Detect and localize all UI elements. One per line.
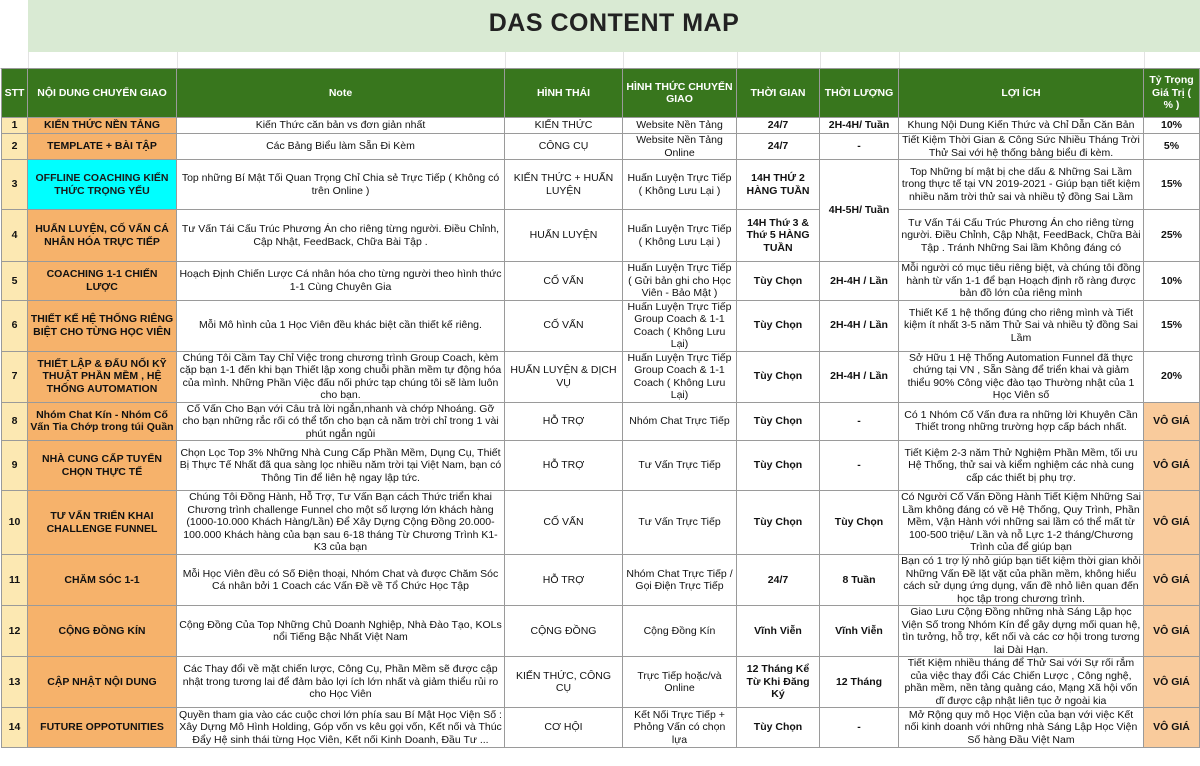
cell-content[interactable]: THIẾT LẬP & ĐẤU NỐI KỸ THUẬT PHẦN MỀM , HỆ THỐNG AUTOMATION [28, 351, 177, 402]
cell-benefit[interactable]: Có Người Cố Vấn Đồng Hành Tiết Kiệm Những Sai Lầm không đáng có về Hệ Thống, Quy Trình, Phần Mềm, Vận Hành với những sai lầm có thể mất từ 100-500 triệu/ Lần và nỗ Lực 1-2 tháng/Chương Trình của để giúp bạn [899, 491, 1144, 555]
cell-stt[interactable]: 14 [2, 708, 28, 748]
header-duration[interactable]: THỜI LƯỢNG [820, 69, 899, 118]
cell-time[interactable]: 24/7 [737, 118, 820, 134]
cell-method[interactable]: Nhóm Chat Trực Tiếp / Gọi Điện Trực Tiếp [623, 555, 737, 606]
cell-duration[interactable]: - [820, 708, 899, 748]
cell-content[interactable]: NHÀ CUNG CẤP TUYỂN CHỌN THỰC TẾ [28, 441, 177, 491]
cell-duration[interactable]: - [820, 402, 899, 441]
table-row [2, 300, 1200, 351]
cell-stt[interactable]: 12 [2, 606, 28, 657]
cell-time[interactable]: Vĩnh Viễn [737, 606, 820, 657]
cell-weight[interactable]: 10% [1144, 118, 1200, 134]
cell-weight[interactable]: 15% [1144, 160, 1200, 210]
table-row [2, 160, 1200, 210]
cell-benefit[interactable]: Thiết Kế 1 hệ thống đúng cho riêng mình và Tiết kiệm ít nhất 3-5 năm Thử Sai và nhiều tỷ đồng Sai Lầm [899, 300, 1144, 351]
cell-time[interactable]: Tùy Chọn [737, 708, 820, 748]
cell-content[interactable]: HUẤN LUYỆN, CỐ VẤN CÁ NHÂN HÓA TRỰC TIẾP [28, 210, 177, 262]
cell-form[interactable]: HỖ TRỢ [505, 555, 623, 606]
cell-method[interactable]: Huấn Luyện Trực Tiếp ( Gửi bản ghi cho Học Viên - Bảo Mật ) [623, 262, 737, 301]
cell-note[interactable]: Chúng Tôi Cầm Tay Chỉ Việc trong chương trình Group Coach, kèm cặp bạn 1-1 đến khi bạn Thiết lập xong chuỗi phần mềm tự động hóa của mình. Những Phần Việc đấu nối phức tạp chúng tôi sẽ làm luôn cho bạn. [177, 351, 505, 402]
cell-note[interactable]: Quyền tham gia vào các cuộc chơi lớn phía sau Bí Mật Học Viện Số : Xây Dựng Mô Hình Holding, Góp vốn vs kêu gọi vốn, Kết nối và Thúc Đẩy Hệ sinh thái từng Học Viên, Kết nối Kinh Doanh, Đầu Tư ... [177, 708, 505, 748]
cell-method[interactable]: Trực Tiếp hoặc/và Online [623, 657, 737, 708]
cell-note[interactable]: Chúng Tôi Đồng Hành, Hỗ Trợ, Tư Vấn Bạn cách Thức triển khai Chương trình challenge Funnel cho một số lượng lớn khách hàng (1000-10.000 Khách Hàng/Lần) Để Xây Dựng Cộng Đồng 20.000-100.000 Khách hàng của bạn sau 6-18 tháng Từ Chương Trình K1-K3 của bạn [177, 491, 505, 555]
cell-method[interactable]: Huấn Luyện Trực Tiếp Group Coach & 1-1 Coach ( Không Lưu Lại) [623, 351, 737, 402]
cell-method[interactable]: Huấn Luyện Trực Tiếp Group Coach & 1-1 Coach ( Không Lưu Lại) [623, 300, 737, 351]
header-content[interactable]: NỘI DUNG CHUYỂN GIAO [28, 69, 177, 118]
cell-benefit[interactable]: Khung Nội Dung Kiến Thức và Chỉ Dẫn Căn Bản [899, 118, 1144, 134]
cell-content[interactable]: CỘNG ĐỒNG KÍN [28, 606, 177, 657]
cell-form[interactable]: CƠ HỘI [505, 708, 623, 748]
cell-stt[interactable]: 4 [2, 210, 28, 262]
cell-duration[interactable]: 12 Tháng [820, 657, 899, 708]
cell-benefit[interactable]: Mở Rộng quy mô Học Viện của bạn với việc Kết nối kinh doanh với những nhà Sáng Lập Học Viện Số hàng Đầu Việt Nam [899, 708, 1144, 748]
cell-duration[interactable]: 2H-4H / Lần [820, 300, 899, 351]
cell-form[interactable]: HỖ TRỢ [505, 441, 623, 491]
header-time[interactable]: THỜI GIAN [737, 69, 820, 118]
title-row [0, 0, 1200, 52]
cell-note[interactable]: Chọn Lọc Top 3% Những Nhà Cung Cấp Phần Mềm, Dụng Cụ, Thiết Bị Thực Tế Nhất đã qua sàng lọc nhiều năm trời tại Việt Nam, bạn có Thông Tin để liên hệ ngay lập tức. [177, 441, 505, 491]
cell-form[interactable]: HỖ TRỢ [505, 402, 623, 441]
table-row [2, 351, 1200, 402]
cell-weight[interactable]: VÔ GIÁ [1144, 657, 1200, 708]
cell-duration[interactable]: - [820, 441, 899, 491]
cell-form[interactable]: KIẾN THỨC + HUẤN LUYỆN [505, 160, 623, 210]
cell-stt[interactable]: 10 [2, 491, 28, 555]
cell-benefit[interactable]: Bạn có 1 trợ lý nhỏ giúp bạn tiết kiệm thời gian khỏi Những Vấn Đề lặt vặt của phần mềm, không hiểu cách sử dụng ứng dụng, vấn đề nhỏ liên quan đến học tập trong chương trình. [899, 555, 1144, 606]
cell-time[interactable]: Tùy Chọn [737, 300, 820, 351]
cell-duration[interactable]: Tùy Chọn [820, 491, 899, 555]
cell-time[interactable]: Tùy Chọn [737, 441, 820, 491]
cell-weight[interactable]: 15% [1144, 300, 1200, 351]
cell-form[interactable]: HUẤN LUYỆN [505, 210, 623, 262]
cell-note[interactable]: Top những Bí Mật Tối Quan Trọng Chỉ Chia sẻ Trực Tiếp ( Không có trên Online ) [177, 160, 505, 210]
cell-note[interactable]: Các Bảng Biểu làm Sẵn Đi Kèm [177, 134, 505, 160]
cell-content[interactable]: Nhóm Chat Kín - Nhóm Cố Vấn Tia Chớp trong túi Quần [28, 402, 177, 441]
header-weight[interactable]: Tỷ Trọng Giá Trị ( % ) [1144, 69, 1200, 118]
cell-note[interactable]: Cố Vấn Cho Bạn với Câu trả lời ngắn,nhanh và chớp Nhoáng. Gỡ cho bạn những rắc rối có thể tốn cho bạn cả năm trời chỉ trong 1 vài phút ngắn ngủi [177, 402, 505, 441]
cell-duration[interactable]: - [820, 134, 899, 160]
cell-method[interactable]: Nhóm Chat Trực Tiếp [623, 402, 737, 441]
cell-method[interactable]: Website Nền Tảng [623, 118, 737, 134]
cell-content[interactable]: FUTURE OPPOTUNITIES [28, 708, 177, 748]
cell-time[interactable]: Tùy Chọn [737, 491, 820, 555]
cell-content[interactable]: CẬP NHẬT NỘI DUNG [28, 657, 177, 708]
cell-benefit[interactable]: Giao Lưu Cộng Đồng những nhà Sáng Lập học Viện Số trong Nhóm Kín để gây dựng mối quan hệ, tìn tưởng, hỗ trợ, kết nối và các cơ hội trong tương lai Dài Hạn. [899, 606, 1144, 657]
cell-time[interactable]: 14H THỨ 2 HÀNG TUẦN [737, 160, 820, 210]
cell-note[interactable]: Hoạch Định Chiến Lược Cá nhân hóa cho từng người theo hình thức 1-1 Cùng Chuyên Gia [177, 262, 505, 301]
cell-weight[interactable]: 5% [1144, 134, 1200, 160]
cell-time[interactable]: 24/7 [737, 555, 820, 606]
table-row [2, 606, 1200, 657]
cell-weight[interactable]: VÔ GIÁ [1144, 606, 1200, 657]
cell-benefit[interactable]: Tiết Kiệm nhiều tháng để Thử Sai với Sự rối rắm của việc thay đổi Các Chiến Lược , Công nghệ, phần mềm, nền tảng quảng cáo, Mạng Xã hội vốn dĩ được cập nhật liên tục ở ngoài kia [899, 657, 1144, 708]
cell-content[interactable]: TEMPLATE + BÀI TẬP [28, 134, 177, 160]
cell-time[interactable]: 24/7 [737, 134, 820, 160]
table-row [2, 134, 1200, 160]
header-note[interactable]: Note [177, 69, 505, 118]
cell-weight[interactable]: 20% [1144, 351, 1200, 402]
table-row [2, 262, 1200, 301]
cell-method[interactable]: Cộng Đồng Kín [623, 606, 737, 657]
title-cell[interactable] [28, 0, 1200, 53]
cell-stt[interactable]: 8 [2, 402, 28, 441]
empty-row [0, 52, 1200, 69]
cell-content[interactable]: THIẾT KẾ HỆ THỐNG RIÊNG BIỆT CHO TỪNG HỌC VIÊN [28, 300, 177, 351]
cell-content[interactable]: COACHING 1-1 CHIẾN LƯỢC [28, 262, 177, 301]
cell-note[interactable]: Cộng Đồng Của Top Những Chủ Doanh Nghiệp, Nhà Đào Tạo, KOLs nổi Tiếng Bậc Nhất Việt Nam [177, 606, 505, 657]
header-method[interactable]: HÌNH THỨC CHUYỂN GIAO [623, 69, 737, 118]
table-row [2, 491, 1200, 555]
cell-method[interactable]: Kết Nối Trực Tiếp + Phỏng Vấn có chọn lựa [623, 708, 737, 748]
table-row [2, 118, 1200, 134]
cell-benefit[interactable]: Tư Vấn Tái Cấu Trúc Phương Án cho riêng từng người. Điều Chỉnh, Cập Nhật, FeedBack, Chữa Bài Tập . Tránh Những Sai lầm Không đáng có [899, 210, 1144, 262]
content-map-table [1, 68, 1200, 748]
cell-time[interactable]: 14H Thứ 3 & Thứ 5 HÀNG TUẦN [737, 210, 820, 262]
cell-method[interactable]: Website Nền Tảng Online [623, 134, 737, 160]
cell-weight[interactable]: VÔ GIÁ [1144, 402, 1200, 441]
cell-weight[interactable]: VÔ GIÁ [1144, 441, 1200, 491]
table-row [2, 708, 1200, 748]
header-stt[interactable]: STT [2, 69, 28, 118]
cell-content[interactable]: KIẾN THỨC NỀN TẢNG [28, 118, 177, 134]
cell-time[interactable]: Tùy Chọn [737, 402, 820, 441]
cell-stt[interactable]: 7 [2, 351, 28, 402]
cell-content[interactable]: TƯ VẤN TRIỂN KHAI CHALLENGE FUNNEL [28, 491, 177, 555]
table-row [2, 402, 1200, 441]
cell-form[interactable]: CỘNG ĐỒNG [505, 606, 623, 657]
cell-weight[interactable]: VÔ GIÁ [1144, 491, 1200, 555]
cell-form[interactable]: CỐ VẤN [505, 491, 623, 555]
cell-form[interactable]: HUẤN LUYỆN & DỊCH VỤ [505, 351, 623, 402]
cell-note[interactable]: Các Thay đổi về mặt chiến lược, Công Cụ, Phần Mềm sẽ được cập nhật trong tương lai để đảm bảo lợi ích lớn nhất và giảm thiểu rủi ro cho Học Viên [177, 657, 505, 708]
cell-form[interactable]: CÔNG CỤ [505, 134, 623, 160]
cell-time[interactable]: Tùy Chọn [737, 351, 820, 402]
cell-weight[interactable]: VÔ GIÁ [1144, 708, 1200, 748]
cell-stt[interactable]: 3 [2, 160, 28, 210]
cell-duration[interactable]: 2H-4H/ Tuần [820, 118, 899, 134]
cell-method[interactable]: Huấn Luyện Trực Tiếp ( Không Lưu Lại ) [623, 210, 737, 262]
cell-form[interactable]: KIẾN THỨC [505, 118, 623, 134]
header-form[interactable]: HÌNH THÁI [505, 69, 623, 118]
cell-note[interactable]: Kiến Thức căn bản vs đơn giản nhất [177, 118, 505, 134]
sheet-title: DAS CONTENT MAP [488, 9, 740, 37]
cell-duration[interactable]: Vĩnh Viễn [820, 606, 899, 657]
cell-duration[interactable]: 2H-4H / Lần [820, 262, 899, 301]
table-row [2, 210, 1200, 262]
header-benefit[interactable]: LỢI ÍCH [899, 69, 1144, 118]
cell-method[interactable]: Tư Vấn Trực Tiếp [623, 491, 737, 555]
header-row [2, 69, 1200, 118]
cell-stt[interactable]: 11 [2, 555, 28, 606]
cell-time[interactable]: 12 Tháng Kể Từ Khi Đăng Ký [737, 657, 820, 708]
cell-note[interactable]: Mỗi Học Viên đều có Số Điện thoại, Nhóm Chat và được Chăm Sóc Cá nhân bởi 1 Coach các Vấn Đề về Tổ Chức Học Tập [177, 555, 505, 606]
cell-stt[interactable]: 5 [2, 262, 28, 301]
cell-stt[interactable]: 1 [2, 118, 28, 134]
cell-note[interactable]: Mỗi Mô hình của 1 Học Viên đều khác biệt cần thiết kế riêng. [177, 300, 505, 351]
cell-method[interactable]: Huấn Luyện Trực Tiếp ( Không Lưu Lại ) [623, 160, 737, 210]
cell-benefit[interactable]: Tiết Kiệm Thời Gian & Công Sức Nhiều Tháng Trời Thử Sai với hệ thống bảng biểu đi kèm. [899, 134, 1144, 160]
cell-stt[interactable]: 2 [2, 134, 28, 160]
table-row [2, 657, 1200, 708]
cell-form[interactable]: KIẾN THỨC, CÔNG CỤ [505, 657, 623, 708]
cell-benefit[interactable]: Mỗi người có mục tiêu riêng biệt, và chúng tôi đồng hành từ vấn 1-1 để bạn Hoạch định rõ ràng được bản đồ lớn của riêng mình [899, 262, 1144, 301]
cell-weight[interactable]: 25% [1144, 210, 1200, 262]
cell-duration[interactable]: 4H-5H/ Tuần [820, 160, 899, 262]
cell-benefit[interactable]: Sở Hữu 1 Hệ Thống Automation Funnel đã thực chứng tại VN , Sẵn Sàng để triển khai và giảm thiểu 90% Công việc đào tạo Thường nhật của 1 Học Viên số [899, 351, 1144, 402]
cell-stt[interactable]: 13 [2, 657, 28, 708]
cell-content[interactable]: OFFLINE COACHING KIẾN THỨC TRỌNG YẾU [28, 160, 177, 210]
cell-time[interactable]: Tùy Chọn [737, 262, 820, 301]
cell-method[interactable]: Tư Vấn Trực Tiếp [623, 441, 737, 491]
cell-duration[interactable]: 8 Tuần [820, 555, 899, 606]
cell-content[interactable]: CHĂM SÓC 1-1 [28, 555, 177, 606]
cell-weight[interactable]: 10% [1144, 262, 1200, 301]
cell-benefit[interactable]: Có 1 Nhóm Cố Vấn đưa ra những lời Khuyên Cần Thiết trong những trường hợp cấp bách nhất. [899, 402, 1144, 441]
cell-form[interactable]: CỐ VẤN [505, 300, 623, 351]
cell-benefit[interactable]: Top Những bí mật bị che dấu & Những Sai Lầm trong thực tế tại VN 2019-2021 - Giúp bạn tiết kiệm nhiều năm trời thử sai và nhiều tỷ đồng Sai Lầm [899, 160, 1144, 210]
cell-duration[interactable]: 2H-4H / Lần [820, 351, 899, 402]
cell-benefit[interactable]: Tiết Kiệm 2-3 năm Thử Nghiệm Phần Mềm, tối ưu Hệ Thống, thử sai và kiểm nghiệm các nhà cung cấp các thiết bị phụ trợ. [899, 441, 1144, 491]
cell-stt[interactable]: 9 [2, 441, 28, 491]
cell-form[interactable]: CỐ VẤN [505, 262, 623, 301]
table-row [2, 555, 1200, 606]
cell-weight[interactable]: VÔ GIÁ [1144, 555, 1200, 606]
cell-note[interactable]: Tư Vấn Tái Cấu Trúc Phương Án cho riêng từng người. Điều Chỉnh, Cập Nhật, FeedBack, Chữa Bài Tập . [177, 210, 505, 262]
cell-stt[interactable]: 6 [2, 300, 28, 351]
table-row [2, 441, 1200, 491]
